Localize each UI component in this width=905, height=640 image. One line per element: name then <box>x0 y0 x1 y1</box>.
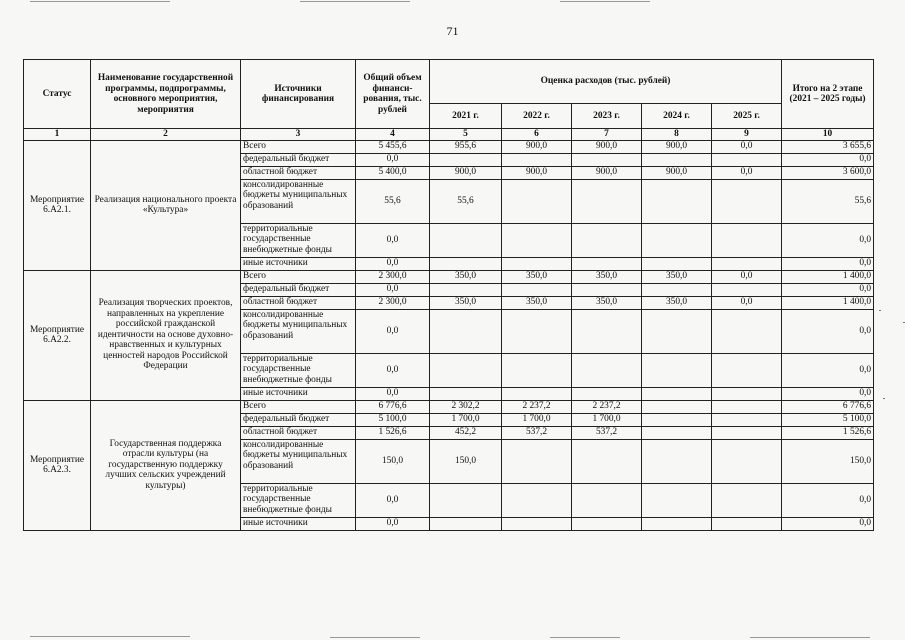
year-value-cell <box>642 353 712 387</box>
source-cell: консолидированные бюджеты муниципальных образований <box>241 179 356 223</box>
year-value-cell <box>642 413 712 426</box>
year-value-cell <box>502 517 572 530</box>
year-value-cell <box>572 283 642 296</box>
source-cell: территориальные государственные внебюджетные фонды <box>241 223 356 257</box>
itogo-cell: 0,0 <box>782 283 874 296</box>
total-cell: 0,0 <box>356 517 430 530</box>
column-number: 3 <box>241 129 356 141</box>
header-itogo: Итого на 2 этапе (2021 – 2025 годы) <box>782 60 874 129</box>
year-value-cell <box>430 483 502 517</box>
year-value-cell <box>712 400 782 413</box>
source-cell: федеральный бюджет <box>241 153 356 166</box>
status-cell: Мероприятие 6.А2.3. <box>24 400 91 530</box>
year-value-cell: 1 700,0 <box>502 413 572 426</box>
source-cell: Всего <box>241 400 356 413</box>
year-value-cell <box>572 517 642 530</box>
itogo-cell: 1 400,0 <box>782 270 874 283</box>
itogo-cell: 5 100,0 <box>782 413 874 426</box>
year-value-cell <box>430 387 502 400</box>
year-value-cell <box>502 439 572 483</box>
total-cell: 6 776,6 <box>356 400 430 413</box>
year-value-cell <box>642 439 712 483</box>
source-cell: Всего <box>241 270 356 283</box>
itogo-cell: 0,0 <box>782 387 874 400</box>
year-value-cell <box>712 257 782 270</box>
total-cell: 5 455,6 <box>356 140 430 153</box>
year-value-cell <box>642 153 712 166</box>
year-value-cell <box>502 283 572 296</box>
year-value-cell: 350,0 <box>572 270 642 283</box>
column-number: 9 <box>712 129 782 141</box>
total-cell: 0,0 <box>356 353 430 387</box>
header-year: 2025 г. <box>712 104 782 129</box>
itogo-cell: 1 526,6 <box>782 426 874 439</box>
total-cell: 1 526,6 <box>356 426 430 439</box>
column-number: 8 <box>642 129 712 141</box>
year-value-cell: 350,0 <box>430 270 502 283</box>
column-number: 6 <box>502 129 572 141</box>
source-cell: территориальные государственные внебюджетные фонды <box>241 483 356 517</box>
year-value-cell <box>502 223 572 257</box>
year-value-cell: 2 237,2 <box>502 400 572 413</box>
header-year: 2024 г. <box>642 104 712 129</box>
total-cell: 2 300,0 <box>356 270 430 283</box>
total-cell: 55,6 <box>356 179 430 223</box>
itogo-cell: 0,0 <box>782 353 874 387</box>
year-value-cell <box>712 387 782 400</box>
year-value-cell <box>572 353 642 387</box>
year-value-cell: 900,0 <box>572 140 642 153</box>
itogo-cell: 0,0 <box>782 153 874 166</box>
header-year: 2021 г. <box>430 104 502 129</box>
year-value-cell <box>502 309 572 353</box>
itogo-cell: 0,0 <box>782 223 874 257</box>
year-value-cell <box>712 426 782 439</box>
year-value-cell: 2 237,2 <box>572 400 642 413</box>
source-cell: Всего <box>241 140 356 153</box>
year-value-cell <box>642 283 712 296</box>
year-value-cell <box>712 483 782 517</box>
year-value-cell: 900,0 <box>642 166 712 179</box>
year-value-cell: 350,0 <box>642 270 712 283</box>
year-value-cell <box>712 439 782 483</box>
year-value-cell <box>502 483 572 517</box>
column-number: 4 <box>356 129 430 141</box>
header-estimate: Оценка расходов (тыс. рублей) <box>430 60 782 104</box>
year-value-cell <box>642 387 712 400</box>
year-value-cell <box>712 353 782 387</box>
itogo-cell: 3 600,0 <box>782 166 874 179</box>
itogo-cell: 6 776,6 <box>782 400 874 413</box>
year-value-cell <box>572 179 642 223</box>
year-value-cell <box>642 483 712 517</box>
total-cell: 0,0 <box>356 483 430 517</box>
year-value-cell <box>430 283 502 296</box>
header-year: 2023 г. <box>572 104 642 129</box>
year-value-cell <box>642 309 712 353</box>
year-value-cell: 350,0 <box>502 270 572 283</box>
itogo-cell: 0,0 <box>782 257 874 270</box>
year-value-cell <box>502 153 572 166</box>
itogo-cell: 0,0 <box>782 483 874 517</box>
year-value-cell <box>572 483 642 517</box>
column-number: 2 <box>91 129 241 141</box>
year-value-cell: 537,2 <box>572 426 642 439</box>
year-value-cell: 350,0 <box>572 296 642 309</box>
year-value-cell <box>430 353 502 387</box>
itogo-cell: 0,0 <box>782 309 874 353</box>
total-cell: 0,0 <box>356 257 430 270</box>
budget-table <box>23 59 874 531</box>
year-value-cell <box>572 153 642 166</box>
measure-name-cell: Реализация национального проекта «Культура» <box>91 140 241 270</box>
year-value-cell <box>642 179 712 223</box>
year-value-cell: 55,6 <box>430 179 502 223</box>
table-row <box>24 270 874 283</box>
total-cell: 0,0 <box>356 309 430 353</box>
year-value-cell: 955,6 <box>430 140 502 153</box>
source-cell: иные источники <box>241 387 356 400</box>
source-cell: областной бюджет <box>241 426 356 439</box>
year-value-cell <box>502 179 572 223</box>
source-cell: федеральный бюджет <box>241 283 356 296</box>
year-value-cell <box>502 257 572 270</box>
header-year: 2022 г. <box>502 104 572 129</box>
itogo-cell: 1 400,0 <box>782 296 874 309</box>
year-value-cell <box>502 387 572 400</box>
year-value-cell: 0,0 <box>712 166 782 179</box>
year-value-cell <box>712 153 782 166</box>
year-value-cell: 900,0 <box>430 166 502 179</box>
year-value-cell <box>712 283 782 296</box>
source-cell: консолидированные бюджеты муниципальных образований <box>241 309 356 353</box>
measure-name-cell: Реализация творческих проектов, направленных на укрепление российской гражданской идентичности на основе духовно-нравственных и культурных ценностей народов Российской Федерации <box>91 270 241 400</box>
column-number: 10 <box>782 129 874 141</box>
year-value-cell: 537,2 <box>502 426 572 439</box>
status-cell: Мероприятие 6.А2.1. <box>24 140 91 270</box>
year-value-cell: 452,2 <box>430 426 502 439</box>
source-cell: территориальные государственные внебюджетные фонды <box>241 353 356 387</box>
year-value-cell <box>712 223 782 257</box>
year-value-cell: 2 302,2 <box>430 400 502 413</box>
year-value-cell: 0,0 <box>712 140 782 153</box>
year-value-cell: 900,0 <box>642 140 712 153</box>
year-value-cell <box>572 439 642 483</box>
column-number: 1 <box>24 129 91 141</box>
year-value-cell <box>642 517 712 530</box>
year-value-cell: 150,0 <box>430 439 502 483</box>
measure-name-cell: Государственная поддержка отрасли культуры (на государственную поддержку лучших сельских учреждений культуры) <box>91 400 241 530</box>
year-value-cell <box>642 426 712 439</box>
total-cell: 0,0 <box>356 223 430 257</box>
total-cell: 5 400,0 <box>356 166 430 179</box>
year-value-cell <box>712 517 782 530</box>
year-value-cell <box>430 257 502 270</box>
column-number: 5 <box>430 129 502 141</box>
source-cell: консолидированные бюджеты муниципальных образований <box>241 439 356 483</box>
year-value-cell <box>502 353 572 387</box>
year-value-cell: 350,0 <box>502 296 572 309</box>
itogo-cell: 150,0 <box>782 439 874 483</box>
total-cell: 0,0 <box>356 153 430 166</box>
year-value-cell <box>642 400 712 413</box>
table-row <box>24 140 874 153</box>
total-cell: 2 300,0 <box>356 296 430 309</box>
itogo-cell: 0,0 <box>782 517 874 530</box>
year-value-cell: 900,0 <box>502 166 572 179</box>
year-value-cell: 1 700,0 <box>430 413 502 426</box>
source-cell: федеральный бюджет <box>241 413 356 426</box>
year-value-cell <box>572 223 642 257</box>
year-value-cell <box>712 179 782 223</box>
year-value-cell: 0,0 <box>712 270 782 283</box>
year-value-cell <box>642 257 712 270</box>
year-value-cell <box>430 309 502 353</box>
year-value-cell <box>572 309 642 353</box>
year-value-cell: 0,0 <box>712 296 782 309</box>
total-cell: 0,0 <box>356 387 430 400</box>
itogo-cell: 55,6 <box>782 179 874 223</box>
page-number: 71 <box>446 24 459 38</box>
year-value-cell <box>642 223 712 257</box>
column-number: 7 <box>572 129 642 141</box>
source-cell: областной бюджет <box>241 166 356 179</box>
year-value-cell <box>430 517 502 530</box>
total-cell: 150,0 <box>356 439 430 483</box>
year-value-cell <box>430 153 502 166</box>
itogo-cell: 3 655,6 <box>782 140 874 153</box>
table-row <box>24 400 874 413</box>
header-sources: Источники финансирования <box>241 60 356 129</box>
total-cell: 0,0 <box>356 283 430 296</box>
year-value-cell <box>712 309 782 353</box>
year-value-cell <box>572 387 642 400</box>
year-value-cell <box>572 257 642 270</box>
source-cell: иные источники <box>241 517 356 530</box>
year-value-cell: 900,0 <box>502 140 572 153</box>
year-value-cell: 350,0 <box>430 296 502 309</box>
source-cell: областной бюджет <box>241 296 356 309</box>
header-status: Статус <box>24 60 91 129</box>
source-cell: иные источники <box>241 257 356 270</box>
year-value-cell <box>430 223 502 257</box>
total-cell: 5 100,0 <box>356 413 430 426</box>
year-value-cell <box>712 413 782 426</box>
year-value-cell: 900,0 <box>572 166 642 179</box>
header-name: Наименование государственной программы, подпрограммы, основного мероприятия, мероприятия <box>91 60 241 129</box>
header-total-volume: Общий объем финанси-рования, тыс. рублей <box>356 60 430 129</box>
status-cell: Мероприятие 6.А2.2. <box>24 270 91 400</box>
year-value-cell: 1 700,0 <box>572 413 642 426</box>
year-value-cell: 350,0 <box>642 296 712 309</box>
